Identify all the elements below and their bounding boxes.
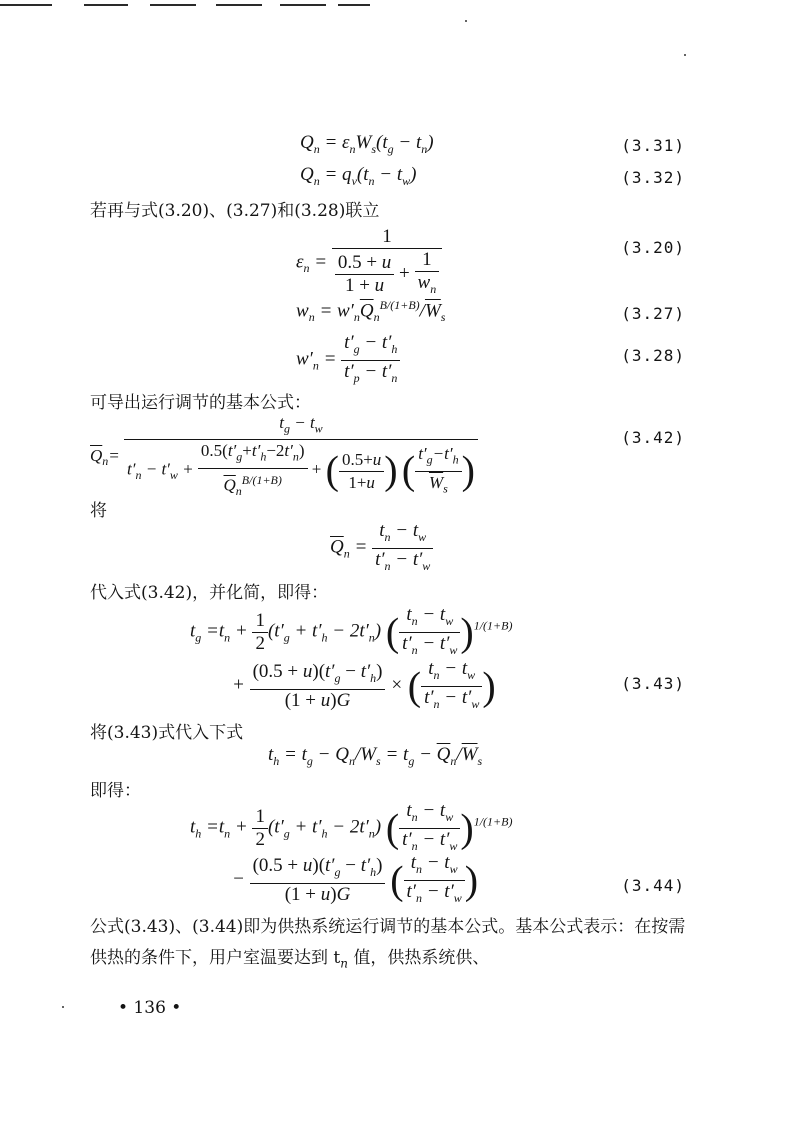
paragraph: 即得： — [90, 781, 141, 801]
equation-3-27: $w_n = w'_n\overline{Q}_n^{B/(1+B)}/\overline{W}_s$ (3.27) — [296, 298, 685, 325]
paragraph: 可导出运行调节的基本公式： — [90, 393, 311, 413]
crop-mark — [0, 4, 52, 6]
equation-label: (3.32) — [621, 168, 685, 187]
paragraph: 将 — [90, 501, 107, 521]
page-number: • 136 • — [118, 998, 182, 1018]
equation-label: (3.27) — [621, 304, 685, 323]
equation-3-42: $\overline{Q}_n=$ $t_g - t_w$ $t'_n - t'_w$ + $\frac{0.5(t'_g+t'_h-2t'_n)}{\overline{Q}_n^{B/(1+B)}}$ + ( $\frac{0.5+u}{1+u}$ ) ( $\frac{t'_g-t'_h}{\overline{W}_s}$ ) (3.42) — [90, 413, 685, 498]
equation-3-32: $Q_n = q_v(t_n - t_w)$ (3.32) — [300, 164, 685, 188]
crop-mark — [84, 4, 128, 6]
crop-mark — [216, 4, 262, 6]
equation-label: (3.42) — [621, 428, 685, 447]
crop-mark — [150, 4, 196, 6]
paragraph-text-end: 值，供热系统供、 — [347, 948, 490, 968]
paragraph: 若再与式(3.20)、(3.27)和(3.28)联立 — [90, 201, 380, 221]
paragraph: 代入式(3.42)，并化简，即得： — [90, 583, 329, 603]
equation-th-relation: $t_h = t_g - Q_n/W_s = t_g - \overline{Q}_n/\overline{W}_s$ — [268, 744, 483, 768]
paragraph-conclusion — [90, 912, 700, 979]
speck — [684, 54, 686, 56]
speck — [465, 20, 467, 22]
equation-label: (3.44) — [621, 876, 685, 895]
equation-3-28: $w'_n$ = $\frac{t'_g - t'_h}{t'_p - t'_n}$ (3.28) — [296, 332, 685, 385]
paragraph: 将(3.43)式代入下式 — [90, 723, 244, 743]
equation-3-20: $\varepsilon_n$ = 1 $\frac{0.5 + u}{1 + u}$ + $\frac{1}{w_n}$ (3.20) — [296, 226, 685, 296]
equation-label: (3.43) — [621, 674, 685, 693]
equation-label: (3.28) — [621, 346, 685, 365]
paragraph-subscript: n — [340, 956, 348, 971]
equation-3-31: $Q_n = \varepsilon_nW_s(t_g - t_n)$ (3.31) — [300, 132, 685, 156]
crop-mark — [280, 4, 326, 6]
equation-label: (3.31) — [621, 136, 685, 155]
speck — [62, 1006, 64, 1008]
equation-3-43: $t_g =t_n$ + $\frac{1}{2}$ $(t'_g + t'_h - 2t'_n)$ ( $\frac{t_n - t_w}{t'_n - t'_w}$ )$^{1/(1+B)}$ + $\frac{(0.5 + u)(t'_g - t'_h)}{(1 + u)G}$ × ( $\frac{t_n - t_w}{t'_n - t'_w}$ ) (3.43) — [190, 604, 685, 711]
equation-3-44: $t_h =t_n$ + $\frac{1}{2}$ $(t'_g + t'_h - 2t'_n)$ ( $\frac{t_n - t_w}{t'_n - t'_w}$ )$^{1/(1+B)}$ − $\frac{(0.5 + u)(t'_g - t'_h)}{(1 + u)G}$ ( $\frac{t_n - t_w}{t'_n - t'_w}$ ) (3.44) — [190, 800, 685, 905]
paragraph-text: 公式(3.43)、(3.44)即为供热系统运行调节的基本公式。基本公式表示：在按需供热的条件下，用户室温要达到 t — [90, 917, 686, 968]
crop-mark — [338, 4, 370, 6]
equation-qn-bar: $\overline{Q}_n$ = $\frac{t_n - t_w}{t'_n - t'_w}$ — [0, 520, 793, 570]
equation-label: (3.20) — [621, 238, 685, 257]
